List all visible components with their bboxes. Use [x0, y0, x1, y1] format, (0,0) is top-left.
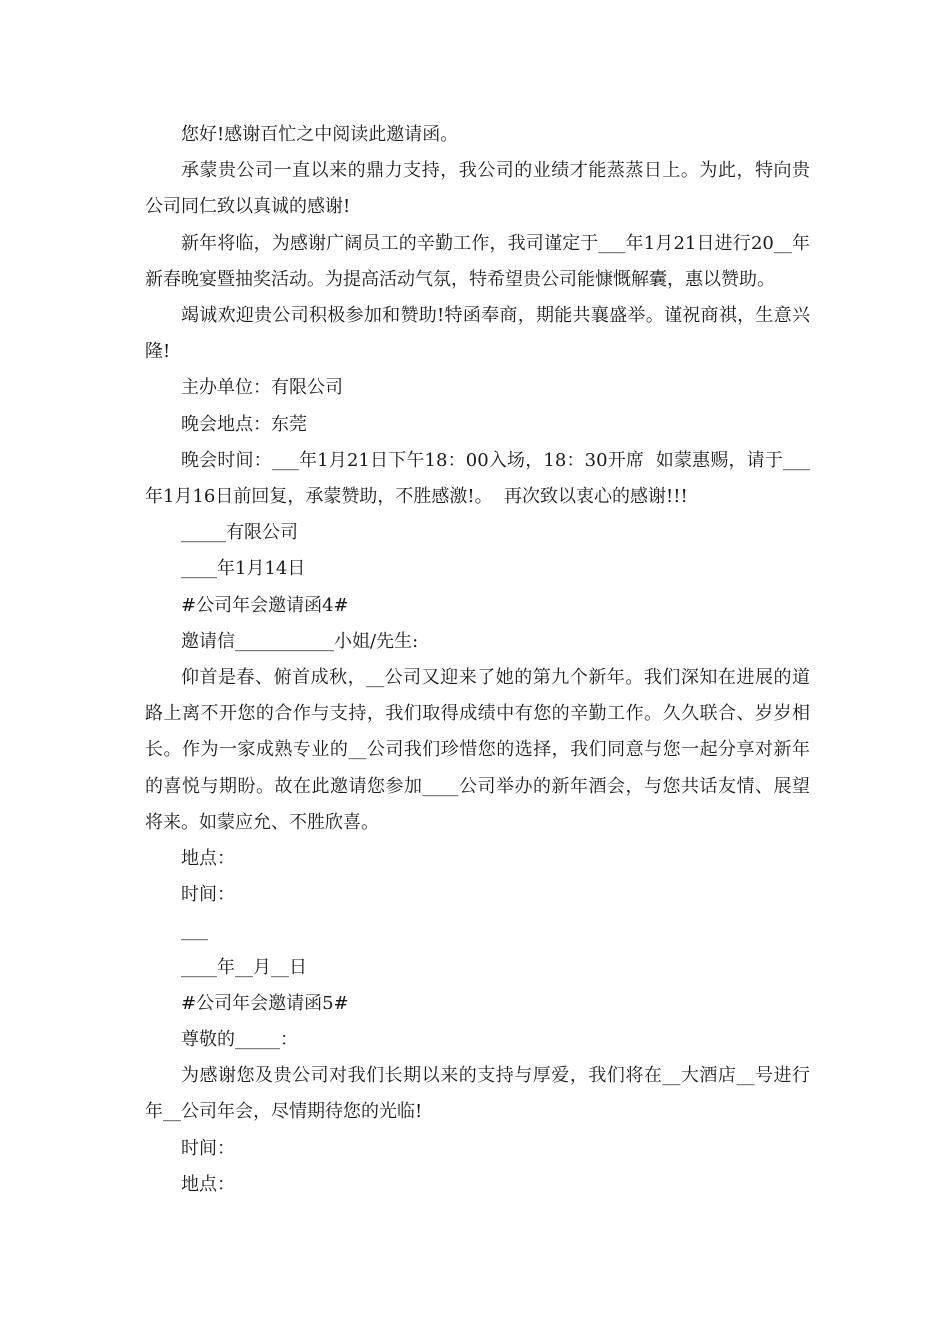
blank-line: ___ [181, 920, 208, 942]
date-line: ____年__月__日 [181, 956, 307, 978]
time-line: 时间： [181, 884, 235, 906]
time-line-2: 时间： [181, 1137, 235, 1159]
invitation-paragraph: 仰首是春、俯首成秋，__公司又迎来了她的第九个新年。我们深知在进展的道路上离不开您的合作与支持，我们取得成绩中有您的辛勤工作。久久联合、岁岁相长。作为一家成熟专业的__公司我们珍惜您的选择，我们同意与您一起分享对新年的喜悦与期盼。故在此邀请您参加____公司举办的新年酒会，与您共话友情、展望将来。如蒙应允、不胜欣喜。 [145, 667, 810, 833]
greeting-paragraph: 您好!感谢百忙之中阅读此邀请函。 [181, 124, 459, 145]
document-body [145, 117, 810, 1203]
annual-meeting-paragraph: 为感谢您及贵公司对我们长期以来的支持与厚爱，我们将在__大酒店__号进行年__公司年会，尽情期待您的光临! [145, 1065, 810, 1123]
venue-line: 晚会地点：东莞 [181, 413, 307, 435]
signature-date: ____年1月14日 [181, 558, 306, 580]
organizer-line: 主办单位：有限公司 [181, 377, 343, 399]
location-line-2: 地点： [181, 1173, 235, 1195]
signature-company: _____有限公司 [181, 522, 298, 544]
respect-salutation: 尊敬的_____： [181, 1029, 298, 1051]
salutation-line: 邀请信___________小姐/先生: [181, 630, 419, 652]
event-paragraph: 新年将临，为感谢广阔员工的辛勤工作，我司谨定于___年1月21日进行20__年新春晚宴暨抽奖活动。为提高活动气氛，特希望贵公司能慷慨解囊，惠以赞助。 [145, 232, 810, 290]
time-paragraph: 晚会时间：___年1月21日下午18：00入场，18：30开席 如蒙惠赐，请于___年1月16日前回复，承蒙赞助，不胜感激!。 再次致以衷心的感谢!!! [145, 449, 810, 508]
thanks-paragraph: 承蒙贵公司一直以来的鼎力支持，我公司的业绩才能蒸蒸日上。为此，特向贵公司同仁致以真诚的感谢! [145, 160, 810, 218]
welcome-paragraph: 竭诚欢迎贵公司积极参加和赞助!特函奉商，期能共襄盛举。谨祝商祺，生意兴隆! [145, 305, 810, 363]
section-heading-4: #公司年会邀请函4# [181, 594, 349, 616]
location-line: 地点： [181, 848, 235, 870]
section-heading-5: #公司年会邀请函5# [181, 992, 349, 1014]
